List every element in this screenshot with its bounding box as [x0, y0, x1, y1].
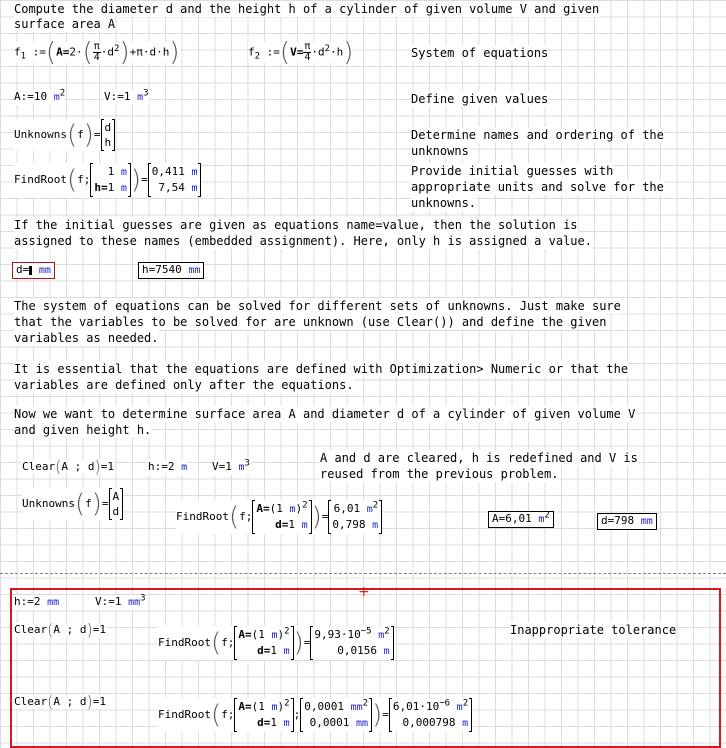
label-provide-1: Provide initial guesses with [411, 164, 614, 178]
embed-line-1: If the initial guesses are given as equations name=value, then the solution is [14, 218, 578, 232]
embed-line-2: assigned to these names (embedded assignment). Here, only h is assigned a value. [14, 234, 592, 248]
findroot-3[interactable]: FindRoot(f; A=(1 m)$^2$ d=1 m )= $9,93\cdot 10^{-5}$ $m^2$ 0,0156 m [158, 626, 394, 660]
define-h-2[interactable]: h:=2 m [148, 460, 188, 473]
eval-V-2[interactable]: V=1 $m^3$ [212, 458, 250, 473]
label-provide-2: appropriate units and solve for the [411, 180, 664, 194]
unknowns-2[interactable]: Unknowns(f)= A d [22, 488, 123, 520]
clear-4[interactable]: Clear(A ; d)=1 [14, 692, 106, 711]
clear-3[interactable]: Clear(A ; d)=1 [14, 620, 106, 639]
diff-line-1: The system of equations can be solved for different sets of unknowns. Just make sure [14, 299, 621, 313]
findroot-2[interactable]: FindRoot(f; A=(1 m)$^2$ d=1 m )= 6,01 $m^2$ 0,798 m [176, 500, 382, 534]
label-cleared-1: A and d are cleared, h is redefined and V is [320, 451, 638, 465]
findroot-1[interactable]: FindRoot(f; 1 m h=1 m )= 0,411 m 7,54 m [14, 163, 201, 197]
result-A-2[interactable]: A=6,01 $m^2$ [488, 511, 554, 528]
placeholder-cursor[interactable] [29, 266, 32, 275]
label-cleared-2: reused from the previous problem. [320, 467, 559, 481]
diff-line-2: that the variables to be solved for are unknown (use Clear()) and define the given [14, 315, 607, 329]
now-line-1: Now we want to determine surface area A and diameter d of a cylinder of given volume V [14, 407, 636, 421]
result-h[interactable]: h=7540 mm [138, 262, 204, 279]
unknowns-1[interactable]: Unknowns(f)= d h [14, 119, 115, 151]
now-line-2: and given height h. [14, 423, 152, 437]
essential-line-1: It is essential that the equations are defined with Optimization> Numeric or that the [14, 362, 629, 376]
define-V[interactable]: V:=1 $m^3$ [104, 88, 149, 103]
define-A[interactable]: A:=10 $m^2$ [14, 88, 66, 103]
label-provide-3: unknowns. [411, 196, 477, 210]
label-determine-2: unknowns [411, 144, 469, 158]
crosshair-icon: + [358, 584, 370, 600]
label-determine-1: Determine names and ordering of the [411, 128, 664, 142]
diff-line-3: variables as needed. [14, 331, 159, 345]
page-break-line [0, 573, 726, 574]
clear-1[interactable]: Clear(A ; d)=1 [22, 457, 114, 476]
equation-f2[interactable]: $f_2$ :=(V= $\frac{\pi}{4}$ $\cdot d^2\cdot h$) [248, 37, 354, 68]
result-d-2[interactable]: d=798 mm [597, 513, 657, 530]
define-h-3[interactable]: h:=2 mm [14, 595, 60, 608]
equation-f1[interactable]: $f_1$ :=(A=2·( $\frac{\pi}{4}$ $\cdot d^2)+\pi\cdot d\cdot h$) [14, 37, 180, 68]
essential-line-2: variables are defined only after the equations. [14, 378, 354, 392]
label-inappropriate-tolerance: Inappropriate tolerance [510, 623, 677, 637]
label-define-given-values: Define given values [411, 92, 549, 106]
findroot-4[interactable]: FindRoot(f; A=(1 m)$^2$ d=1 m ; 0,0001 $mm^2$ 0,0001 mm )= $6,01\cdot 10^{-6}$ $m^2$ 0,000798 m [158, 698, 472, 732]
define-V-3[interactable]: V:=1 $mm^3$ [95, 593, 146, 608]
label-system-of-equations: System of equations [411, 46, 549, 60]
intro-line-1: Compute the diameter d and the height h of a cylinder of given volume V and given [14, 2, 600, 16]
result-d-placeholder[interactable]: d= mm [12, 262, 55, 279]
intro-line-2: surface area A [14, 17, 116, 31]
